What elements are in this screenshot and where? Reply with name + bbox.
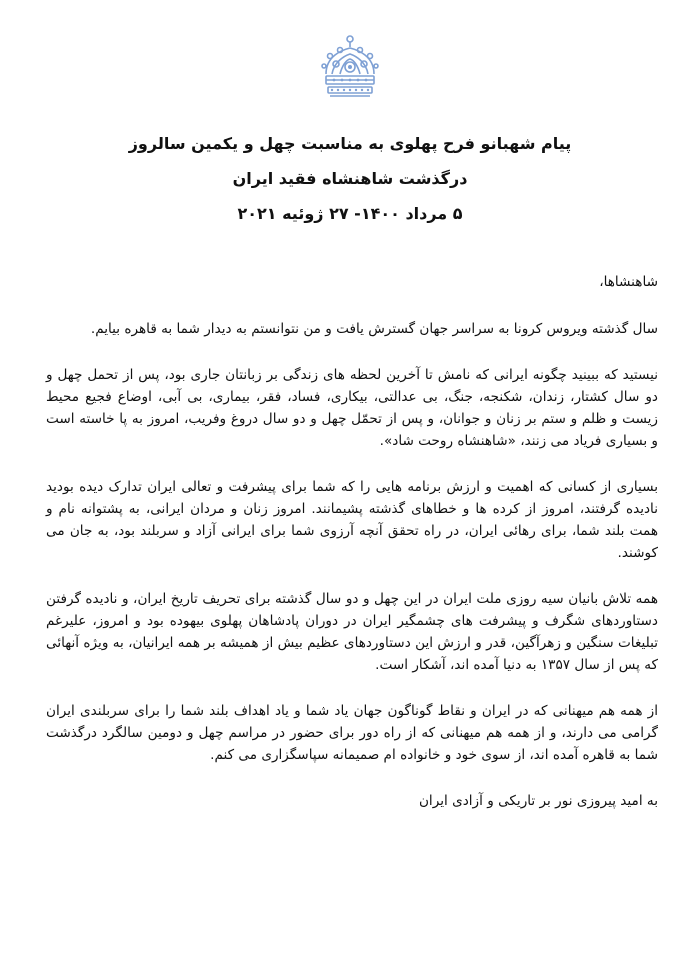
heading-title: پیام شهبانو فرح پهلوی به مناسبت چهل و یکمین سالروز [128, 134, 572, 153]
paragraph-4: همه تلاش بانیان سیه روزی ملت ایران در این چهل و دو سال گذشته برای تحریف تاریخ ایران، و نادیده گرفتن دستاوردهای شگرف و پیشرفت های چشمگیر ایران در دوران پادشاهان پهلوی بیهوده بود و امروز، علیرغم تبلیغات سنگین و زهرآگین، قدر و ارزش این دستاوردهای عظیم بیش از همیشه بر همه ایرانیان، به ویژه آنهائی که پس از سال ۱۳۵۷ به دنیا آمده اند، آشکار است. [46, 591, 658, 673]
letter-body [46, 271, 658, 812]
paragraph-1: سال گذشته ویروس کرونا به سراسر جهان گسترش یافت و من نتوانستم به دیدار شما به قاهره بیایم. [90, 321, 658, 337]
heading-subtitle: درگذشت شاهنشاه فقید ایران [232, 169, 468, 188]
paragraph-5: از همه هم میهنانی که در ایران و نقاط گوناگون جهان یاد شما و یاد اهداف بلند شما را برای سربلندی ایران گرامی می دارند، و از همه هم میهنانی که از راه دور برای حضور در مراسم چهل و دومین سالگرد درگذشت شما به قاهره آمده اند، از سوی خود و خانواده ام صمیمانه سپاسگزاری می کنم. [46, 703, 658, 763]
letter-heading [100, 126, 600, 231]
crown-logo-icon [318, 34, 382, 100]
paragraph-2: نیستید که ببینید چگونه ایرانی که نامش تا آخرین لحظه های زندگی بر زبانتان جاری بود، پس از تحمل چهل و دو سال کشتار، زندان، شکنجه، جنگ، بی عدالتی، بیکاری، فساد، فقر، بیماری، بی آبی، اوضاع فجیع محیط زیست و ظلم و ستم بر زنان و جوانان، و پس از تحمّل چهل و دو سال دروغ وفریب، امروز به پا خاسته است و بسیاری فریاد می زنند، «شاهنشاه روحت شاد». [46, 367, 658, 449]
greeting: شاهنشاها، [599, 274, 658, 290]
closing-line: به امید پیروزی نور بر تاریکی و آزادی ایران [418, 793, 658, 809]
paragraph-3: بسیاری از کسانی که اهمیت و ارزش برنامه هایی را که شما برای پیشرفت و تعالی ایران تدارک دیده بودید نادیده گرفتند، امروز از کرده ها و خطاهای گذشته پشیمانند. امروز زنان و مردان ایرانی، به پشتوانه نام و همت بلند شما، برای رهائی ایران، در راه تحقق آنچه آرزوی شما برای ایرانی آزاد و سربلند بود، به جان می کوشند. [46, 479, 658, 561]
heading-date: ۵ مرداد ۱۴۰۰- ۲۷ ژوئیه ۲۰۲۱ [237, 204, 463, 223]
